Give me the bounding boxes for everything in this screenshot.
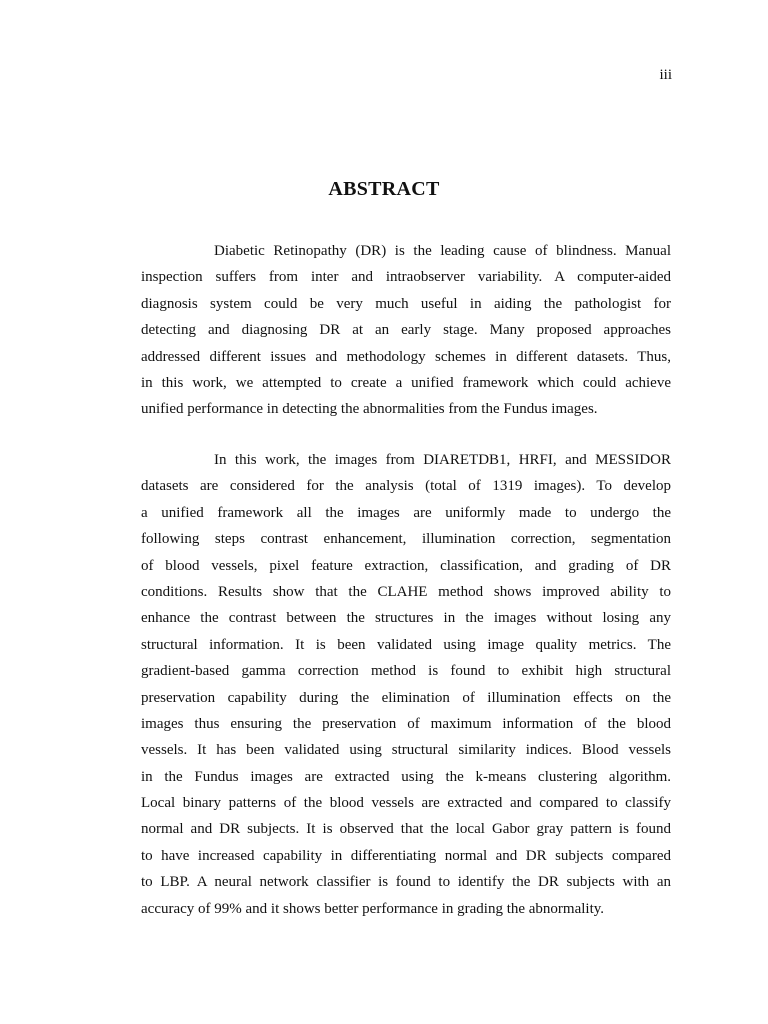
text-line: normal and DR subjects. It is observed that the local Gabor gray pattern is found	[141, 821, 671, 838]
text-line: enhance the contrast between the structures in the images without losing any	[141, 610, 671, 627]
text-line: in this work, we attempted to create a unified framework which could achieve	[141, 374, 671, 391]
text-line: vessels. It has been validated using structural similarity indices. Blood vessels	[141, 742, 671, 759]
text-line: conditions. Results show that the CLAHE method shows improved ability to	[141, 583, 671, 600]
abstract-paragraph-2	[141, 447, 671, 922]
text-line: images thus ensuring the preservation of maximum information of the blood	[141, 715, 671, 732]
abstract-paragraph-1	[141, 238, 671, 423]
text-line: in the Fundus images are extracted using the k-means clustering algorithm.	[141, 768, 671, 785]
text-line: to LBP. A neural network classifier is found to identify the DR subjects with an	[141, 874, 671, 891]
text-line: diagnosis system could be very much useful in aiding the pathologist for	[141, 295, 671, 312]
text-line: of blood vessels, pixel feature extraction, classification, and grading of DR	[141, 557, 671, 574]
text-line: following steps contrast enhancement, illumination correction, segmentation	[141, 531, 671, 548]
page-title: ABSTRACT	[328, 178, 440, 201]
text-line: structural information. It is been validated using image quality metrics. The	[141, 636, 671, 653]
text-line: unified performance in detecting the abnormalities from the Fundus images.	[141, 401, 598, 418]
text-line: addressed different issues and methodology schemes in different datasets. Thus,	[141, 348, 671, 365]
text-line: In this work, the images from DIARETDB1, HRFI, and MESSIDOR	[214, 452, 671, 468]
text-line: a unified framework all the images are uniformly made to undergo the	[141, 504, 671, 521]
text-line: preservation capability during the elimination of illumination effects on the	[141, 689, 671, 706]
text-line: accuracy of 99% and it shows better performance in grading the abnormality.	[141, 900, 605, 917]
page-number: iii	[659, 67, 672, 83]
text-line: Diabetic Retinopathy (DR) is the leading cause of blindness. Manual	[214, 243, 671, 259]
text-line: gradient-based gamma correction method is found to exhibit high structural	[141, 663, 671, 680]
text-line: Local binary patterns of the blood vessels are extracted and compared to classify	[141, 795, 671, 812]
text-line: detecting and diagnosing DR at an early stage. Many proposed approaches	[141, 322, 671, 339]
text-line: inspection suffers from inter and intraobserver variability. A computer-aided	[141, 269, 671, 286]
text-line: to have increased capability in differentiating normal and DR subjects compared	[141, 847, 671, 864]
text-line: datasets are considered for the analysis (total of 1319 images). To develop	[141, 478, 671, 495]
